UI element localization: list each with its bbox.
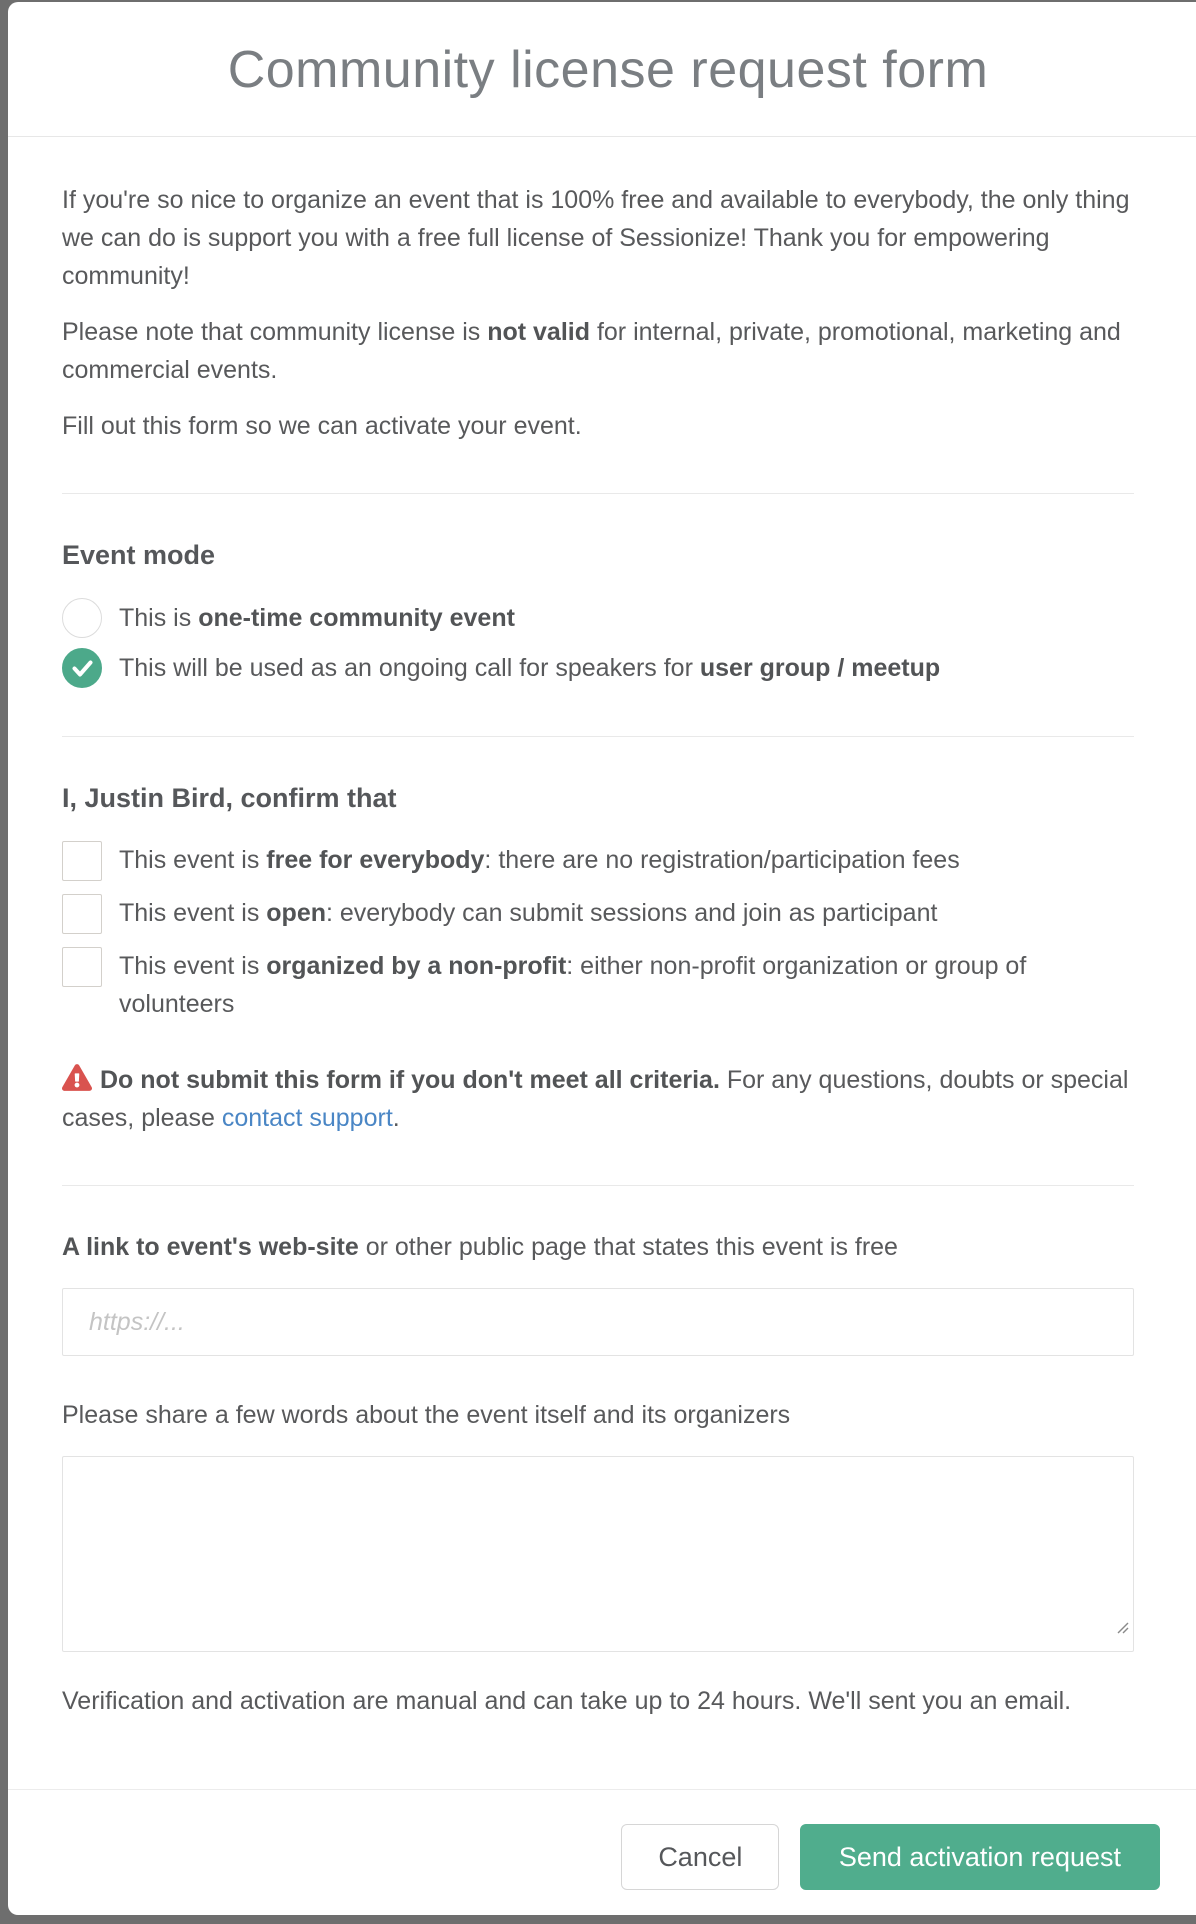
text-run: : there are no registration/participation fees	[484, 846, 960, 874]
text-run: Please note that community license is	[62, 318, 488, 346]
intro-paragraph-1: If you're so nice to organize an event that is 100% free and available to everybody, the only thing we can do is support you with a free full license of Sessionize! Thank you for empowering community!	[62, 186, 1130, 290]
radio-option-one-time-event[interactable]	[62, 598, 1134, 638]
warning-triangle-icon	[62, 1064, 92, 1091]
about-event-textarea[interactable]	[62, 1456, 1134, 1652]
radio-option-ongoing-call[interactable]	[62, 648, 1134, 688]
confirm-heading: I, Justin Bird, confirm that	[62, 783, 397, 813]
text-run-bold: A link to event's web-site	[62, 1233, 359, 1261]
text-run: for internal, private, promotional, marketing and commercial events.	[62, 318, 1121, 384]
checkbox-label	[119, 947, 1134, 1023]
contact-support-link[interactable]: contact support	[221, 1104, 393, 1132]
checkbox-unchecked[interactable]	[62, 894, 102, 934]
text-run: This is	[119, 604, 199, 632]
text-run-bold: Do not submit this form if you don't meet all criteria.	[100, 1066, 720, 1094]
checkbox-label	[119, 894, 937, 932]
cancel-button[interactable]: Cancel	[621, 1824, 779, 1890]
section-divider	[62, 1185, 1134, 1186]
checkbox-row-open[interactable]	[62, 894, 1134, 934]
event-mode-heading: Event mode	[62, 540, 216, 570]
community-license-modal	[8, 2, 1196, 1915]
radio-option-label	[119, 599, 515, 637]
about-event-label: Please share a few words about the event itself and its organizers	[62, 1401, 791, 1429]
radio-option-label	[119, 649, 940, 687]
radio-button-unselected[interactable]	[62, 598, 102, 638]
text-run-bold: open	[266, 899, 326, 927]
check-icon	[72, 660, 93, 677]
text-run: This event is	[119, 846, 267, 874]
section-divider	[62, 736, 1134, 737]
text-run-bold: one-time community event	[198, 604, 515, 632]
verification-note: Verification and activation are manual and can take up to 24 hours. We'll sent you an email.	[62, 1687, 1072, 1715]
text-run: : everybody can submit sessions and join as participant	[326, 899, 938, 927]
checkbox-unchecked[interactable]	[62, 841, 102, 881]
section-divider	[62, 493, 1134, 494]
checkbox-label	[119, 841, 960, 879]
modal-body	[8, 137, 1196, 1789]
text-run: This event is	[119, 899, 267, 927]
radio-button-selected[interactable]	[62, 648, 102, 688]
intro-paragraph-2	[62, 313, 1134, 389]
text-run: or other public page that states this event is free	[358, 1233, 898, 1261]
modal-header	[8, 2, 1196, 137]
website-url-input[interactable]	[62, 1288, 1134, 1356]
checkbox-unchecked[interactable]	[62, 947, 102, 987]
modal-footer	[8, 1789, 1196, 1915]
checkbox-row-free-for-everybody[interactable]	[62, 841, 1134, 881]
website-url-label	[62, 1228, 1134, 1266]
text-run: This event is	[119, 952, 267, 980]
text-run-bold: not valid	[487, 318, 591, 346]
about-event-textarea-wrap	[62, 1456, 1134, 1652]
intro-paragraph-3: Fill out this form so we can activate your event.	[62, 412, 582, 440]
text-run-bold: organized by a non-profit	[266, 952, 567, 980]
text-run: .	[392, 1104, 400, 1132]
modal-title: Community license request form	[227, 41, 989, 99]
text-run: : either non-profit organization or group of volunteers	[119, 952, 1027, 1018]
send-activation-request-button[interactable]: Send activation request	[800, 1824, 1160, 1890]
checkbox-row-non-profit[interactable]	[62, 947, 1134, 1023]
text-run-bold: free for everybody	[266, 846, 485, 874]
text-run: This will be used as an ongoing call for speakers for	[119, 654, 700, 682]
text-run-bold: user group / meetup	[699, 654, 941, 682]
text-run: For any questions, doubts or special cases, please	[62, 1066, 1129, 1132]
warning-note	[62, 1061, 1134, 1137]
